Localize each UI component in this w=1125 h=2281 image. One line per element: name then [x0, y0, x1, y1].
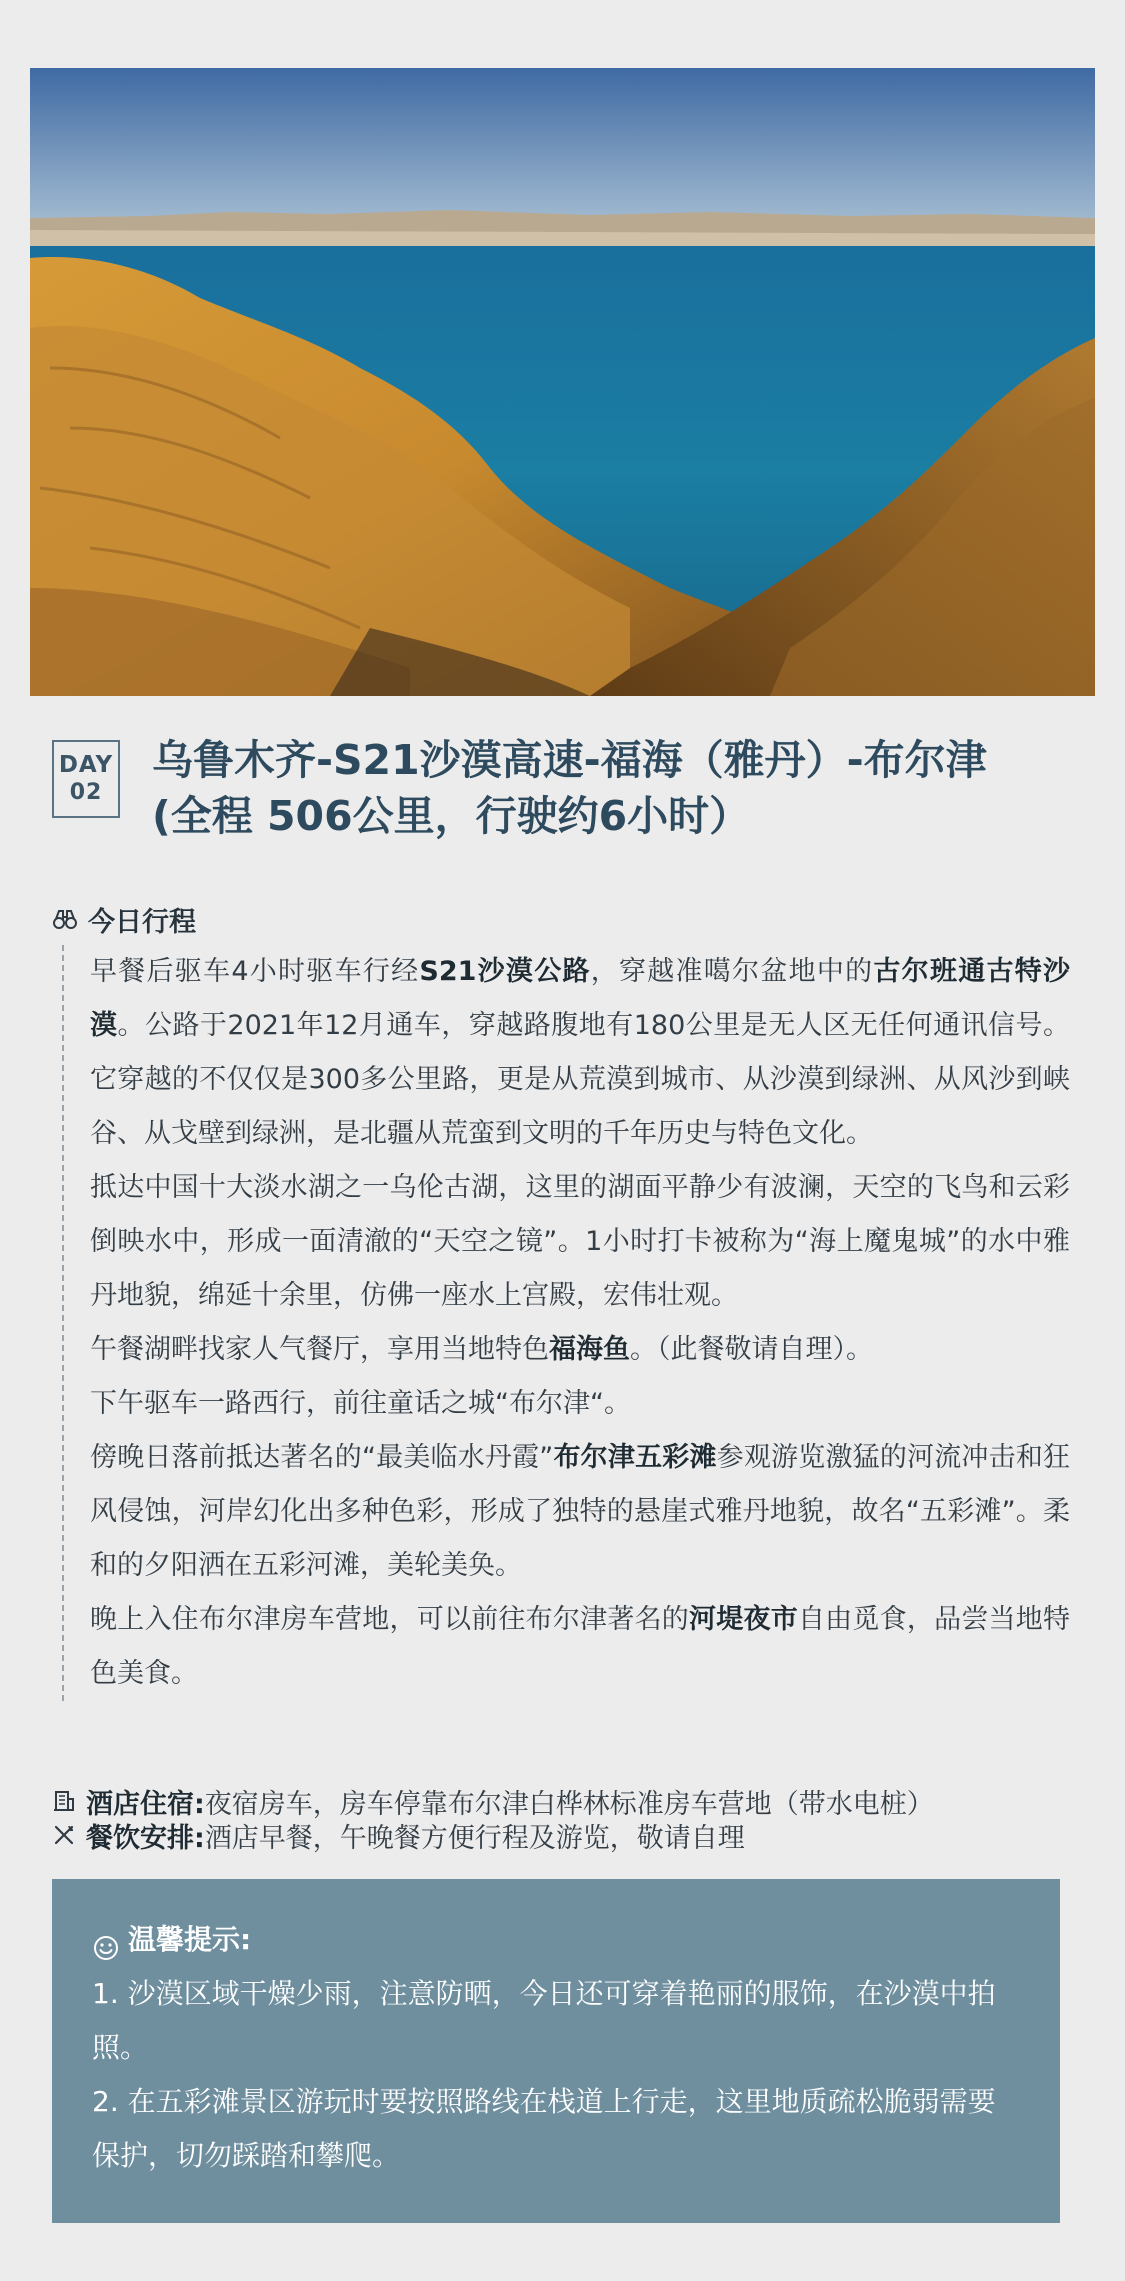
highlight-fuhai-fish: 福海鱼	[549, 1334, 630, 1365]
landscape-photo	[30, 68, 1095, 696]
day-badge-number: 02	[69, 779, 103, 805]
hero-photo	[30, 68, 1095, 696]
text-run: 傍晚日落前抵达著名的“最美临水丹霞”	[90, 1442, 554, 1473]
binoculars-icon	[52, 906, 78, 932]
smiley-icon	[92, 1926, 120, 1954]
meals-row	[52, 1814, 745, 1856]
itinerary-body	[62, 945, 1070, 1701]
day-badge-label: DAY	[58, 752, 114, 778]
tips-heading-label: 温馨提示:	[128, 1923, 252, 1956]
highlight-s21-highway: S21沙漠公路	[419, 956, 591, 987]
title-line-2: (全程 506公里，行驶约6小时）	[152, 792, 751, 840]
itinerary-heading	[52, 898, 196, 940]
meals-value: 酒店早餐，午晚餐方便行程及游览，敬请自理	[204, 1822, 745, 1854]
tip-item: 2. 在五彩滩景区游玩时要按照路线在栈道上行走，这里地质疏松脆弱需要保护，切勿踩踏和攀爬。	[92, 2085, 996, 2172]
text-run: 。公路于2021年12月通车，穿越路腹地有180公里是无人区无任何通讯信号。它穿越的不仅仅是300多公里路，更是从荒漠到城市、从沙漠到绿洲、从风沙到峡谷、从戈壁到绿洲，是北疆从荒蛮到文明的千年历史与特色文化。	[90, 1010, 1070, 1149]
text-run: 参观游览激猛的河流冲击和狂风侵蚀，河岸幻化出多种色彩，形成了独特的悬崖式雅丹地貌，故名“五彩滩”。柔和的夕阳洒在五彩河滩，美轮美奂。	[90, 1442, 1071, 1581]
utensils-icon	[52, 1823, 76, 1847]
tips-heading	[92, 1917, 1022, 1963]
text-run: 。（此餐敬请自理）。	[630, 1334, 873, 1365]
itinerary-paragraph	[90, 1323, 1070, 1377]
text-run: 晚上入住布尔津房车营地，可以前往布尔津著名的	[90, 1604, 690, 1635]
itinerary-heading-label: 今日行程	[88, 906, 196, 938]
text-run: ，穿越准噶尔盆地中的	[590, 956, 874, 987]
highlight-gurbantunggut-desert: 古尔班通古特沙漠	[90, 956, 1071, 1041]
building-icon	[52, 1789, 76, 1813]
highlight-night-market: 河堤夜市	[689, 1604, 798, 1635]
day-badge	[52, 740, 120, 818]
itinerary-paragraph	[90, 945, 1070, 1161]
hotel-value: 夜宿房车，房车停靠布尔津白桦林标准房车营地（带水电桩）	[204, 1788, 934, 1820]
text-run: 早餐后驱车4小时驱车行经	[90, 956, 420, 987]
itinerary-paragraph	[90, 1431, 1070, 1593]
itinerary-paragraph: 抵达中国十大淡水湖之一乌伦古湖，这里的湖面平静少有波澜，天空的飞鸟和云彩倒映水中，形成一面清澈的“天空之镜”。1小时打卡被称为“海上魔鬼城”的水中雅丹地貌，绵延十余里，仿佛一座水上宫殿，宏伟壮观。	[90, 1172, 1070, 1311]
tip-item: 1. 沙漠区域干燥少雨，注意防晒，今日还可穿着艳丽的服饰，在沙漠中拍照。	[92, 1977, 996, 2064]
text-run: 自由觅食，品尝当地特色美食。	[90, 1604, 1071, 1689]
hotel-label: 酒店住宿:	[86, 1788, 205, 1820]
itinerary-paragraph: 下午驱车一路西行，前往童话之城“布尔津“。	[90, 1388, 631, 1419]
page-title	[152, 732, 1082, 844]
meals-label: 餐饮安排:	[86, 1822, 205, 1854]
tips-box	[52, 1879, 1060, 2223]
itinerary-paragraph	[90, 1593, 1070, 1701]
title-line-1: 乌鲁木齐-S21沙漠高速-福海（雅丹）-布尔津	[152, 736, 987, 784]
highlight-wucaitan: 布尔津五彩滩	[553, 1442, 717, 1473]
text-run: 午餐湖畔找家人气餐厅，享用当地特色	[90, 1334, 549, 1365]
